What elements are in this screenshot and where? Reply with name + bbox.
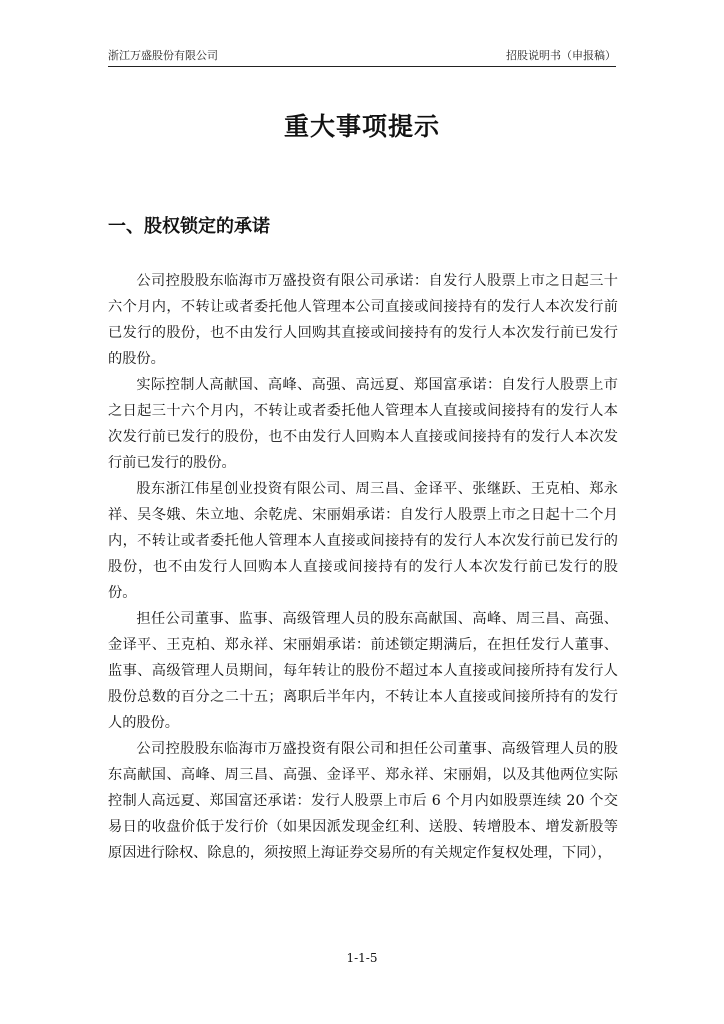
paragraph: 实际控制人高献国、高峰、高强、高远夏、郑国富承诺：自发行人股票上市之日起三十六个月内，不转让或者委托他人管理本人直接或间接持有的发行人本次发行前已发行的股份，也不由发行人回购本人直接或间接持有的发行人本次发行前已发行的股份。 <box>108 377 618 471</box>
section-body <box>108 268 618 866</box>
paragraph: 担任公司董事、监事、高级管理人员的股东高献国、高峰、周三昌、高强、金译平、王克柏、郑永祥、宋丽娟承诺：前述锁定期满后，在担任发行人董事、监事、高级管理人员期间，每年转让的股份不超过本人直接或间接所持有发行人股份总数的百分之二十五；离职后半年内，不转让本人直接或间接所持有的发行人的股份。 <box>108 611 618 731</box>
header-document-type: 招股说明书（申报稿） <box>506 49 616 62</box>
paragraph: 公司控股股东临海市万盛投资有限公司和担任公司董事、高级管理人员的股东高献国、高峰、周三昌、高强、金译平、郑永祥、宋丽娟，以及其他两位实际控制人高远夏、郑国富还承诺：发行人股票上市后 6 个月内如股票连续 20 个交易日的收盘价低于发行价（如果因派发现金红利、送股、转增股本、增发新股等原因进行除权、除息的，须按照上海证券交易所的有关规定作复权处理，下同）， <box>108 741 618 861</box>
paragraph: 公司控股股东临海市万盛投资有限公司承诺：自发行人股票上市之日起三十六个月内，不转让或者委托他人管理本公司直接或间接持有的发行人本次发行前已发行的股份，也不由发行人回购其直接或间接持有的发行人本次发行前已发行的股份。 <box>108 273 618 367</box>
document-title: 重大事项提示 <box>283 112 440 141</box>
section-heading: 一、股权锁定的承诺 <box>108 216 270 237</box>
paragraph: 股东浙江伟星创业投资有限公司、周三昌、金译平、张继跃、王克柏、郑永祥、吴冬娥、朱立地、余乾虎、宋丽娟承诺：自发行人股票上市之日起十二个月内，不转让或者委托他人管理本人直接或间接持有的发行人本次发行前已发行的股份，也不由发行人回购本人直接或间接持有的发行人本次发行前已发行的股份。 <box>108 481 618 601</box>
page-header <box>108 48 616 67</box>
header-company-name: 浙江万盛股份有限公司 <box>108 49 218 62</box>
page-number: 1-1-5 <box>346 951 378 965</box>
